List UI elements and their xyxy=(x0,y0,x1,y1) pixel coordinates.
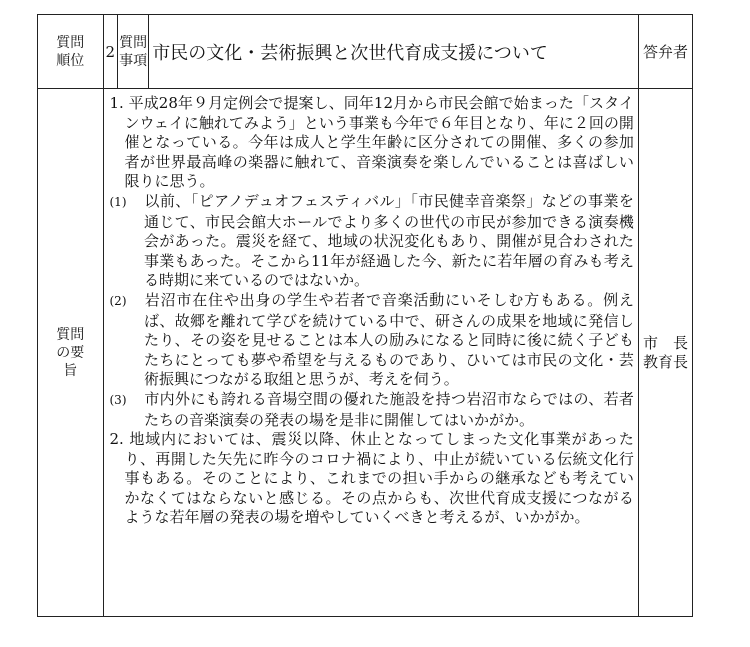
paragraph-1-marker: 1. xyxy=(109,94,124,112)
sub-item-1-text: 以前、「ピアノデュオフェスティバル」「市民健幸音楽祭」などの事業を通じて、市民会館大ホールでより多くの世代の市民が参加できる演奏機会があった。震災を経て、地域の状況変化もあり、開催が見合わされた事業もあった。そこから11年が経過した今、新たに若年層の育みも考える時期に来ているのではないか。 xyxy=(144,191,634,290)
question-order-label: 質問 順位 xyxy=(38,15,104,89)
question-item-label: 質問 事項 xyxy=(118,15,149,89)
question-gist-label: 質問 の要 旨 xyxy=(38,89,104,617)
sub-item-2 xyxy=(110,291,634,390)
body-row xyxy=(38,89,693,617)
sub-item-1-marker: (1) xyxy=(109,194,127,209)
paragraph-2-marker: 2. xyxy=(109,430,124,449)
question-table xyxy=(37,14,693,617)
answerers: 市 長 教育長 xyxy=(638,89,692,617)
paragraph-2-text: 地域内においては、震災以降、休止となってしまった文化事業があったり、再開した矢先に昨今のコロナ禍により、中止が続いている伝統文化行事もある。そのことにより、これまでの担い手からの継承なども考えていかなくてはならないと感じる。その点からも、次世代育成支援につながるような若年層の発表の場を増やしていくべきと考えるが、いかがか。 xyxy=(124,430,634,527)
sub-item-2-marker: (2) xyxy=(109,293,127,308)
answerer-label: 答弁者 xyxy=(638,15,692,89)
question-order-value: 2 xyxy=(103,15,118,89)
paragraph-2 xyxy=(110,430,634,528)
sub-item-3 xyxy=(110,390,634,430)
paragraph-1-text: 平成28年９月定例会で提案し、同年12月から市民会館で始まった「スタインウェイに触れてみよう」という事業も今年で６年目となり、年に２回の開催となっている。今年は成人と学生年齢に区分されての開催、多くの参加者が世界最高峰の楽器に触れて、音楽演奏を楽しんでいることは喜ばしい限りに思う。 xyxy=(124,94,634,191)
sub-item-2-text: 岩沼市在住や出身の学生や若者で音楽活動にいそしむ方もある。例えば、故郷を離れて学びを続けている中で、研さんの成果を地域に発信したり、その姿を見せることは本人の励みになると同時に後に続く子どもたちにとっても夢や希望を与えるものであり、ひいては市民の文化・芸術振興につながる取組と思うが、考えを伺う。 xyxy=(144,290,634,389)
question-item-title: 市民の文化・芸術振興と次世代育成支援について xyxy=(149,15,639,89)
sub-item-3-text: 市内外にも誇れる音場空間の優れた施設を持つ岩沼市ならではの、若者たちの音楽演奏の発表の場を是非に開催してはいかがか。 xyxy=(144,389,634,429)
sub-item-1 xyxy=(110,192,634,291)
sub-item-3-marker: (3) xyxy=(109,392,127,407)
paragraph-1 xyxy=(110,94,634,192)
header-row xyxy=(38,15,693,89)
question-gist-text xyxy=(103,89,638,617)
